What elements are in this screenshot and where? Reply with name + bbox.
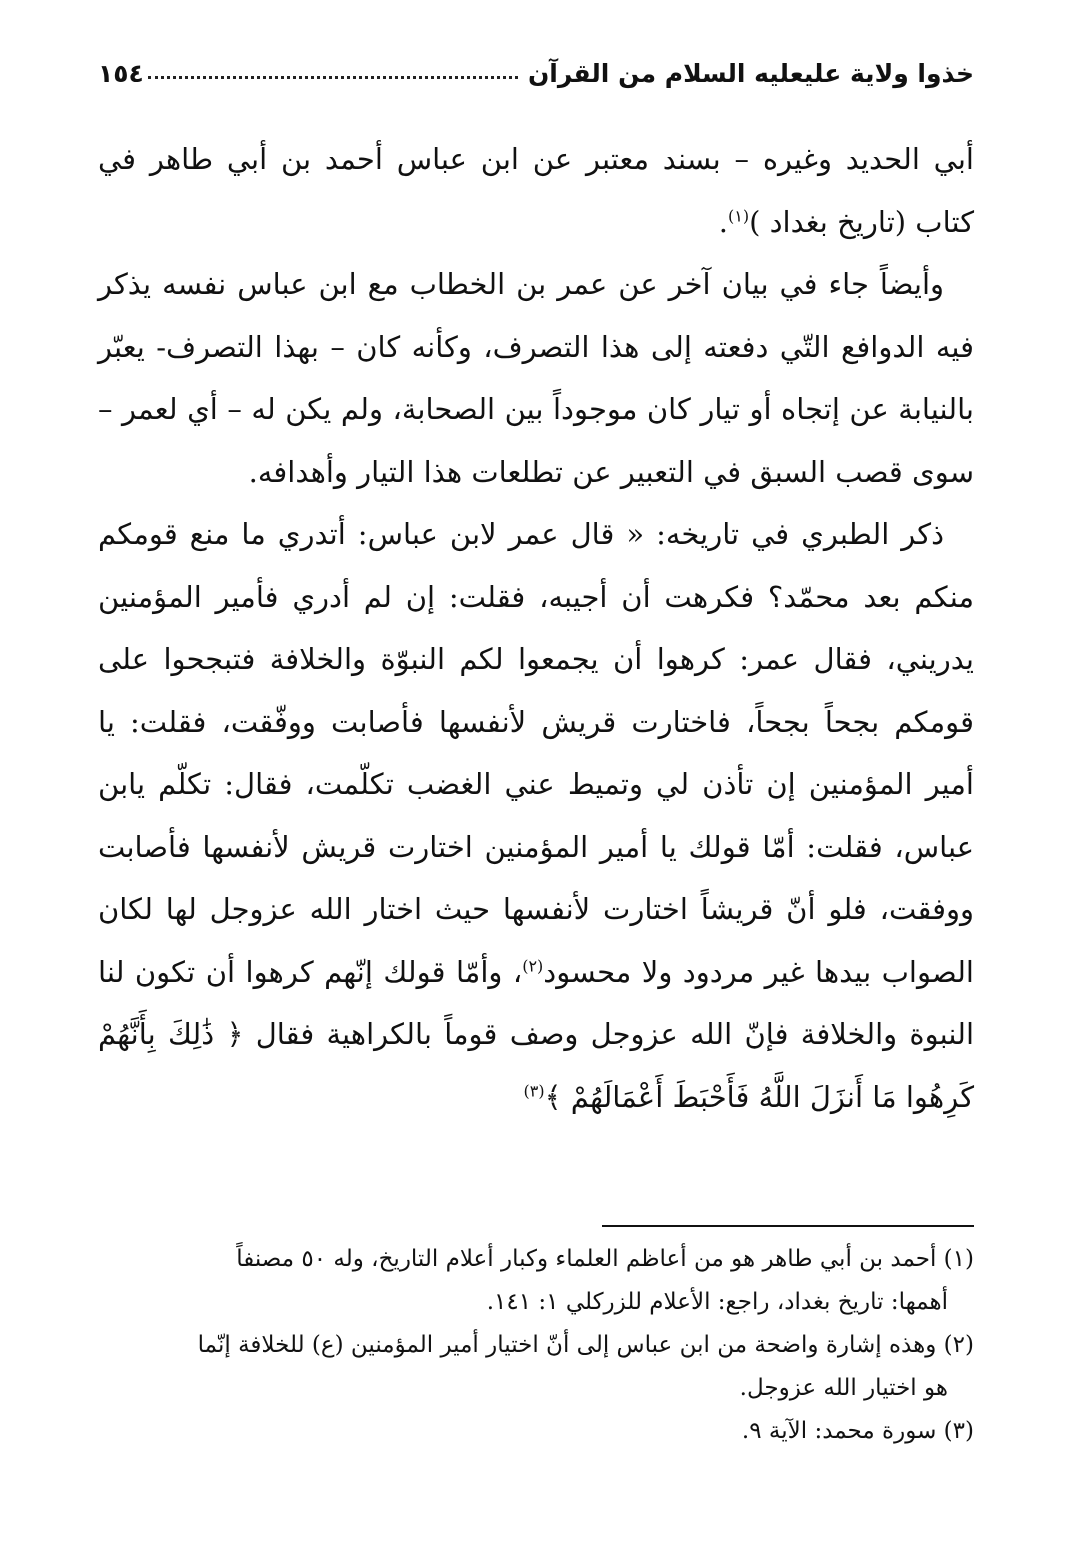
quran-verse: ﴿ ذَٰلِكَ بِأَنَّهُمْ كَرِهُوا مَا أَنزَلَ اللَّهُ فَأَحْبَطَ أَعْمَالَهُمْ ﴾: [98, 1017, 974, 1114]
footnote-number: (١): [943, 1246, 974, 1272]
paragraph-3-text-a: ذكر الطبري في تاريخه: « قال عمر لابن عباس: أتدري ما منع قومكم منكم بعد محمّد؟ فكرهت أن أجيبه، فقلت: إن لم أدري فأمير المؤمنين يدريني، فقال عمر: كرهوا أن يجمعوا لكم النبوّة والخلافة فتبجحوا على قومكم بجحاً بجحاً، فاختارت قريش لأنفسها فأصابت ووفّقت، فقلت: يا أمير المؤمنين إن تأذن لي وتميط عني الغضب تكلّمت، فقال: تكلّم يابن عباس، فقلت: أمّا قولك يا أمير المؤمنين اختارت قريش لأنفسها فأصابت ووفقت، فلو أنّ قريشاً اختارت لأنفسها حيث اختار الله عزوجل لها لكان الصواب بيدها غير مردود ولا محسود: [98, 517, 975, 989]
footnote-text: سورة محمد: الآية ٩.: [741, 1418, 937, 1444]
footnote-number: (٣): [943, 1418, 974, 1444]
running-header: [98, 44, 974, 88]
page-number: ١٥٤: [98, 59, 144, 88]
paragraph-2: وأيضاً جاء في بيان آخر عن عمر بن الخطاب مع ابن عباس نفسه يذكر فيه الدوافع التّي دفعته إلى هذا التصرف، وكأنه كان – بهذا التصرف- يعبّر بالنيابة عن إتجاه أو تيار كان موجوداً بين الصحابة، ولم يكن له – أي لعمر – سوى قصب السبق في التعبير عن تطلعات هذا التيار وأهدافه.: [98, 267, 974, 489]
paragraph-1-end: .: [718, 204, 728, 239]
paragraph-1: [98, 128, 974, 253]
footnote-ref-1: (١): [727, 205, 750, 225]
footnote-number: (٢): [943, 1332, 974, 1358]
header-dot-leader: [148, 76, 518, 79]
footnote-2: [98, 1324, 974, 1410]
footnote-separator: [602, 1225, 974, 1227]
footnote-ref-2: (٢): [522, 955, 544, 975]
paragraph-3: [98, 503, 974, 1128]
footnote-text: أحمد بن أبي طاهر هو من أعاظم العلماء وكبار أعلام التاريخ، وله ٥٠ مصنفاً: [236, 1246, 937, 1272]
footnote-text: وهذه إشارة واضحة من ابن عباس إلى أنّ اختيار أمير المؤمنين (ع) للخلافة إنّما: [197, 1332, 937, 1358]
footnote-3: [98, 1410, 974, 1453]
footnotes: [98, 1238, 974, 1453]
footnote-continuation: هو اختيار الله عزوجل.: [739, 1375, 948, 1401]
header-title: خذوا ولاية عليعليه السلام من القرآن: [527, 59, 974, 88]
paragraph-3-text-b: ، وأمّا قولك إنّهم كرهوا أن تكون لنا النبوة والخلافة فإنّ الله عزوجل وصف قوماً بالكراهية فقال: [98, 954, 975, 1051]
footnote-continuation: أهمها: تاريخ بغداد، راجع: الأعلام للزركلي ١: ١٤١.: [486, 1289, 948, 1315]
paragraph-1-text: أبي الحديد وغيره – بسند معتبر عن ابن عباس أحمد بن أبي طاهر في كتاب (تاريخ بغداد ): [98, 142, 974, 239]
body-text: [98, 128, 974, 1128]
footnote-1: [98, 1238, 974, 1324]
footnote-ref-3: (٣): [523, 1080, 545, 1100]
